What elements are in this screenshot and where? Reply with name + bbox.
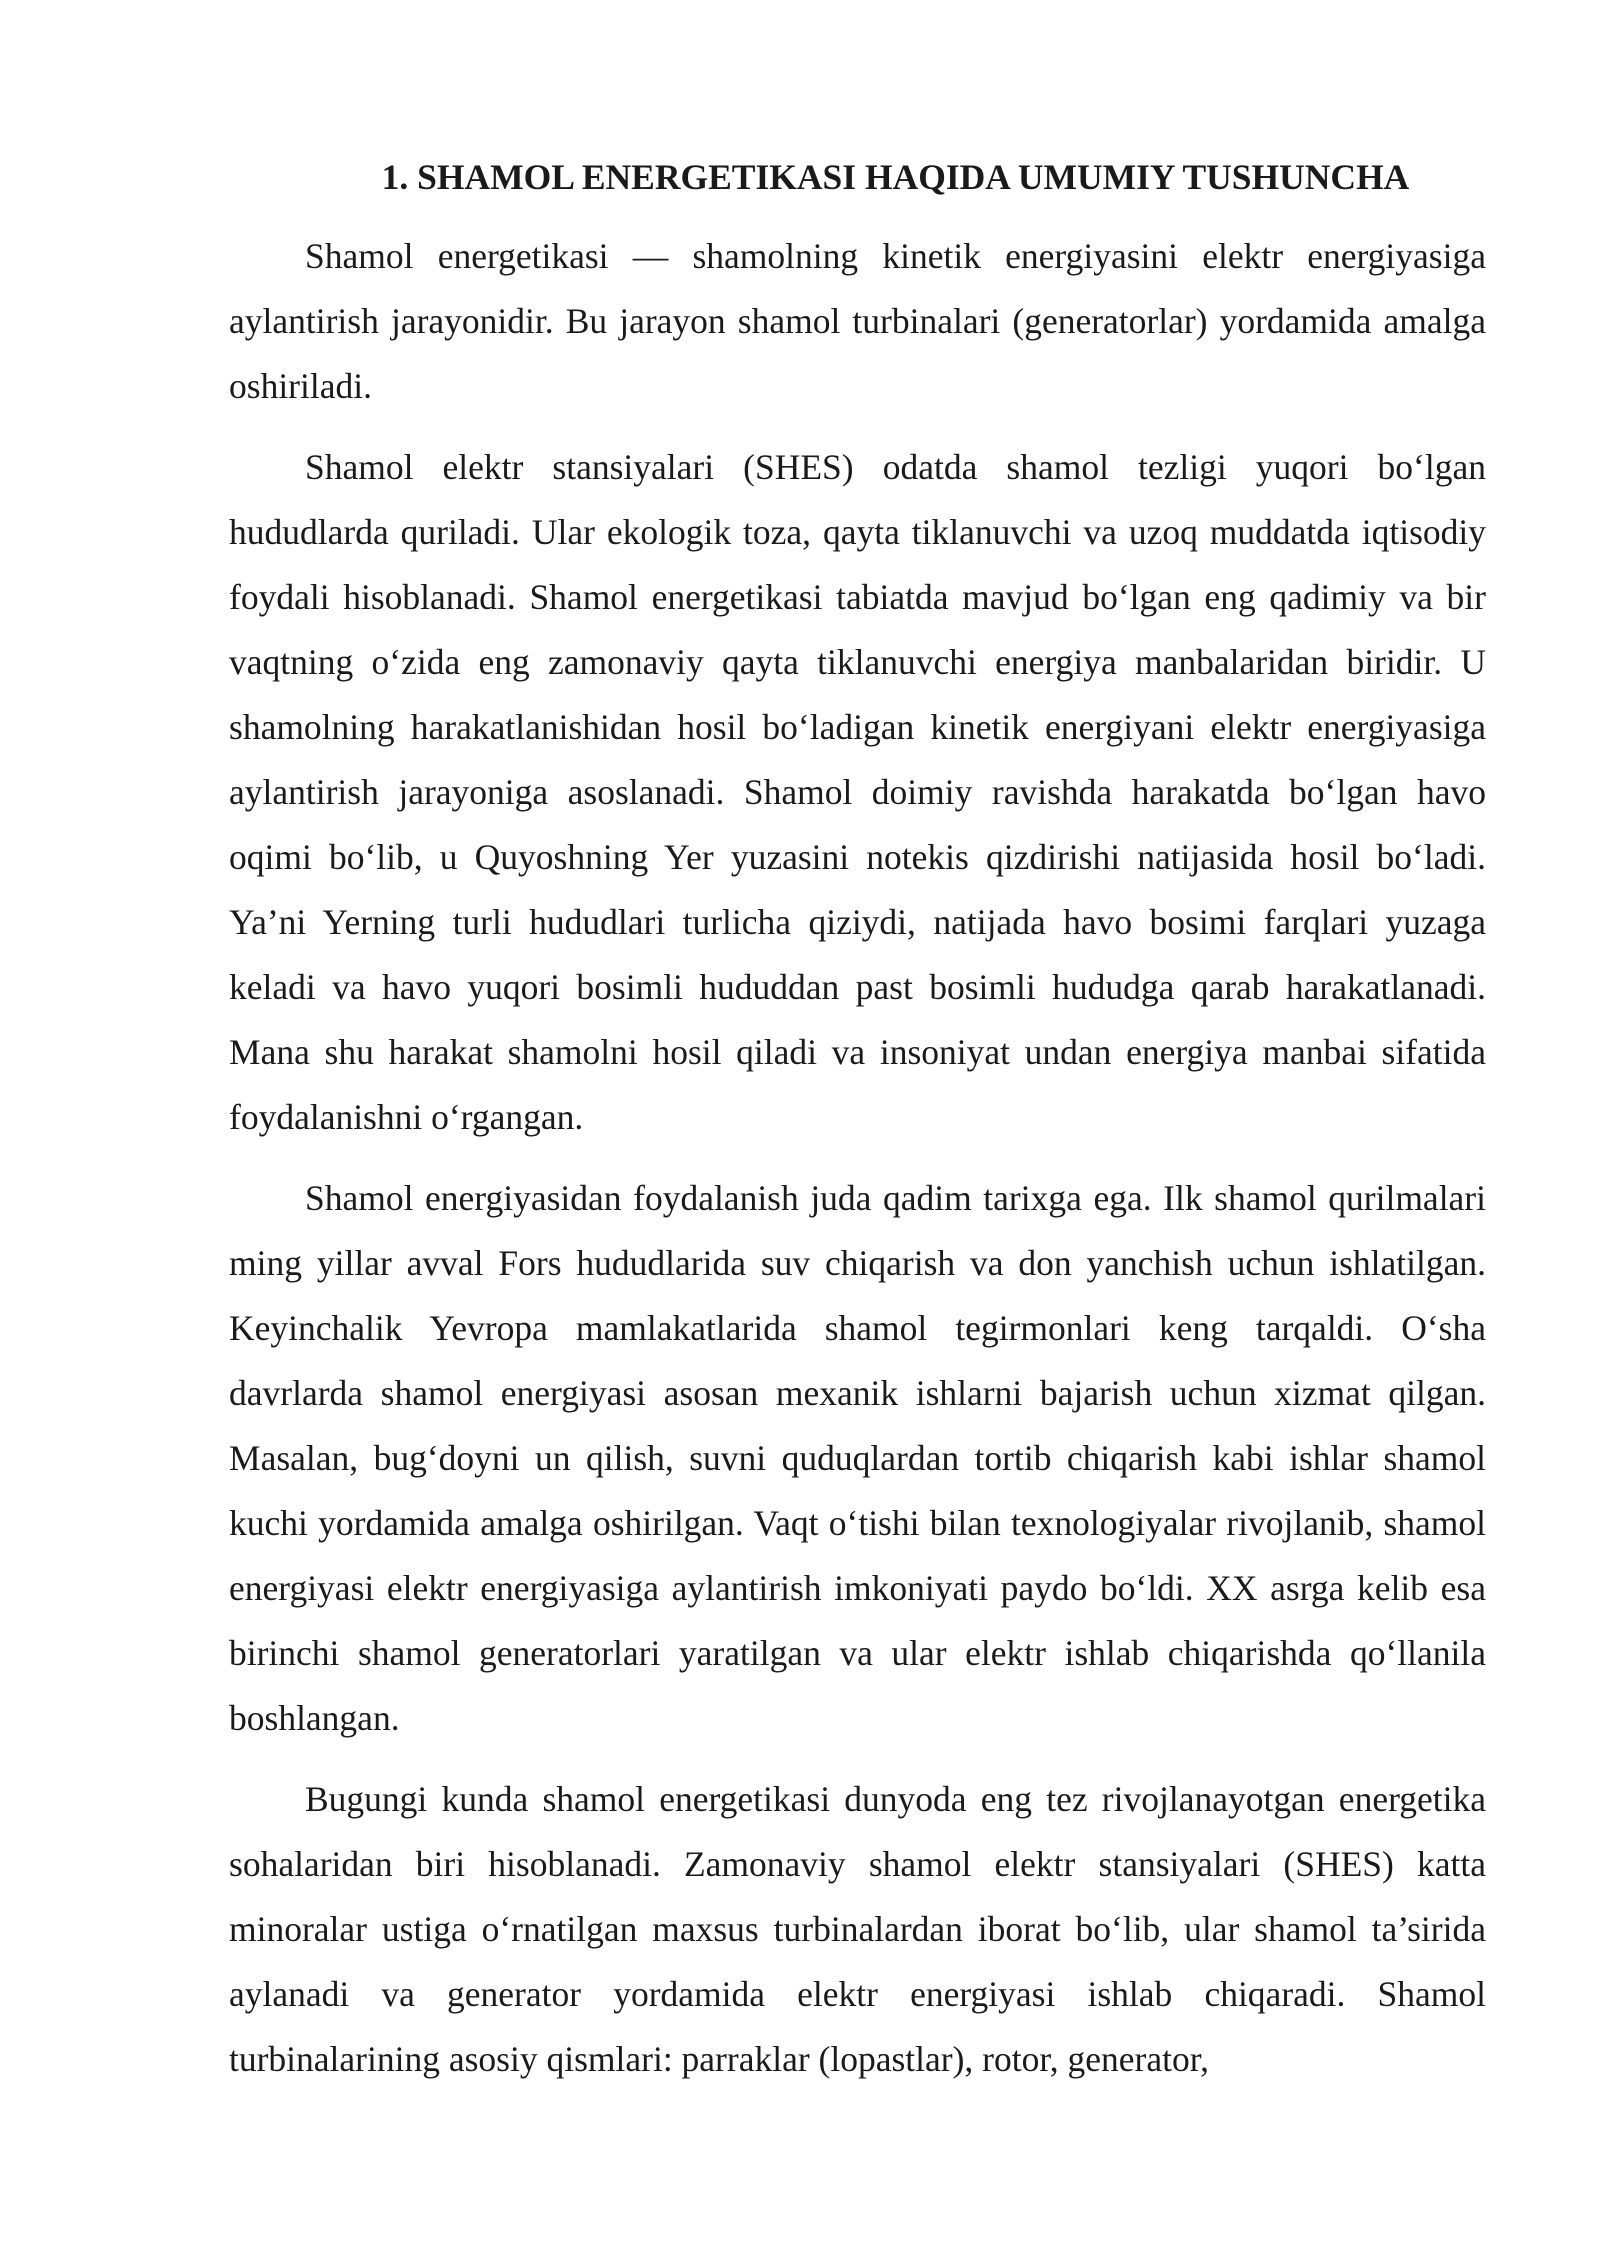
section-heading: 1. SHAMOL ENERGETIKASI HAQIDA UMUMIY TUSHUNCHA (381, 157, 1410, 197)
paragraph-2: Shamol elektr stansiyalari (SHES) odatda shamol tezligi yuqori bo‘lgan hududlarda quriladi. Ular ekologik toza, qayta tiklanuvchi va uzoq muddatda iqtisodiy foydali hisoblanadi. Shamol energetikasi tabiatda mavjud bo‘lgan eng qadimiy va bir vaqtning o‘zida eng zamonaviy qayta tiklanuvchi energiya manbalaridan biridir. U shamolning harakatlanishidan hosil bo‘ladigan kinetik energiyani elektr energiyasiga aylantirish jarayoniga asoslanadi. Shamol doimiy ravishda harakatda bo‘lgan havo oqimi bo‘lib, u Quyoshning Yer yuzasini notekis qizdirishi natijasida hosil bo‘ladi. Ya’ni Yerning turli hududlari turlicha qiziydi, natijada havo bosimi farqlari yuzaga keladi va havo yuqori bosimli hududdan past bosimli hududga qarab harakatlanadi. Mana shu harakat shamolni hosil qiladi va insoniyat undan energiya manbai sifatida foydalanishni o‘rgangan. (229, 447, 1486, 1137)
document-body (229, 152, 1486, 2092)
paragraph-4: Bugungi kunda shamol energetikasi dunyoda eng tez rivojlanayotgan energetika sohalaridan biri hisoblanadi. Zamonaviy shamol elektr stansiyalari (SHES) katta minoralar ustiga o‘rnatilgan maxsus turbinalardan iborat bo‘lib, ular shamol ta’sirida aylanadi va generator yordamida elektr energiyasi ishlab chiqaradi. Shamol turbinalarining asosiy qismlari: parraklar (lopastlar), rotor, generator, (229, 1779, 1486, 2079)
paragraph-1: Shamol energetikasi — shamolning kinetik energiyasini elektr energiyasiga aylantirish jarayonidir. Bu jarayon shamol turbinalari (generatorlar) yordamida amalga oshiriladi. (229, 236, 1486, 406)
paragraph-3: Shamol energiyasidan foydalanish juda qadim tarixga ega. Ilk shamol qurilmalari ming yillar avval Fors hududlarida suv chiqarish va don yanchish uchun ishlatilgan. Keyinchalik Yevropa mamlakatlarida shamol tegirmonlari keng tarqaldi. O‘sha davrlarda shamol energiyasi asosan mexanik ishlarni bajarish uchun xizmat qilgan. Masalan, bug‘doyni un qilish, suvni quduqlardan tortib chiqarish kabi ishlar shamol kuchi yordamida amalga oshirilgan. Vaqt o‘tishi bilan texnologiyalar rivojlanib, shamol energiyasi elektr energiyasiga aylantirish imkoniyati paydo bo‘ldi. XX asrga kelib esa birinchi shamol generatorlari yaratilgan va ular elektr ishlab chiqarishda qo‘llanila boshlangan. (229, 1178, 1486, 1738)
